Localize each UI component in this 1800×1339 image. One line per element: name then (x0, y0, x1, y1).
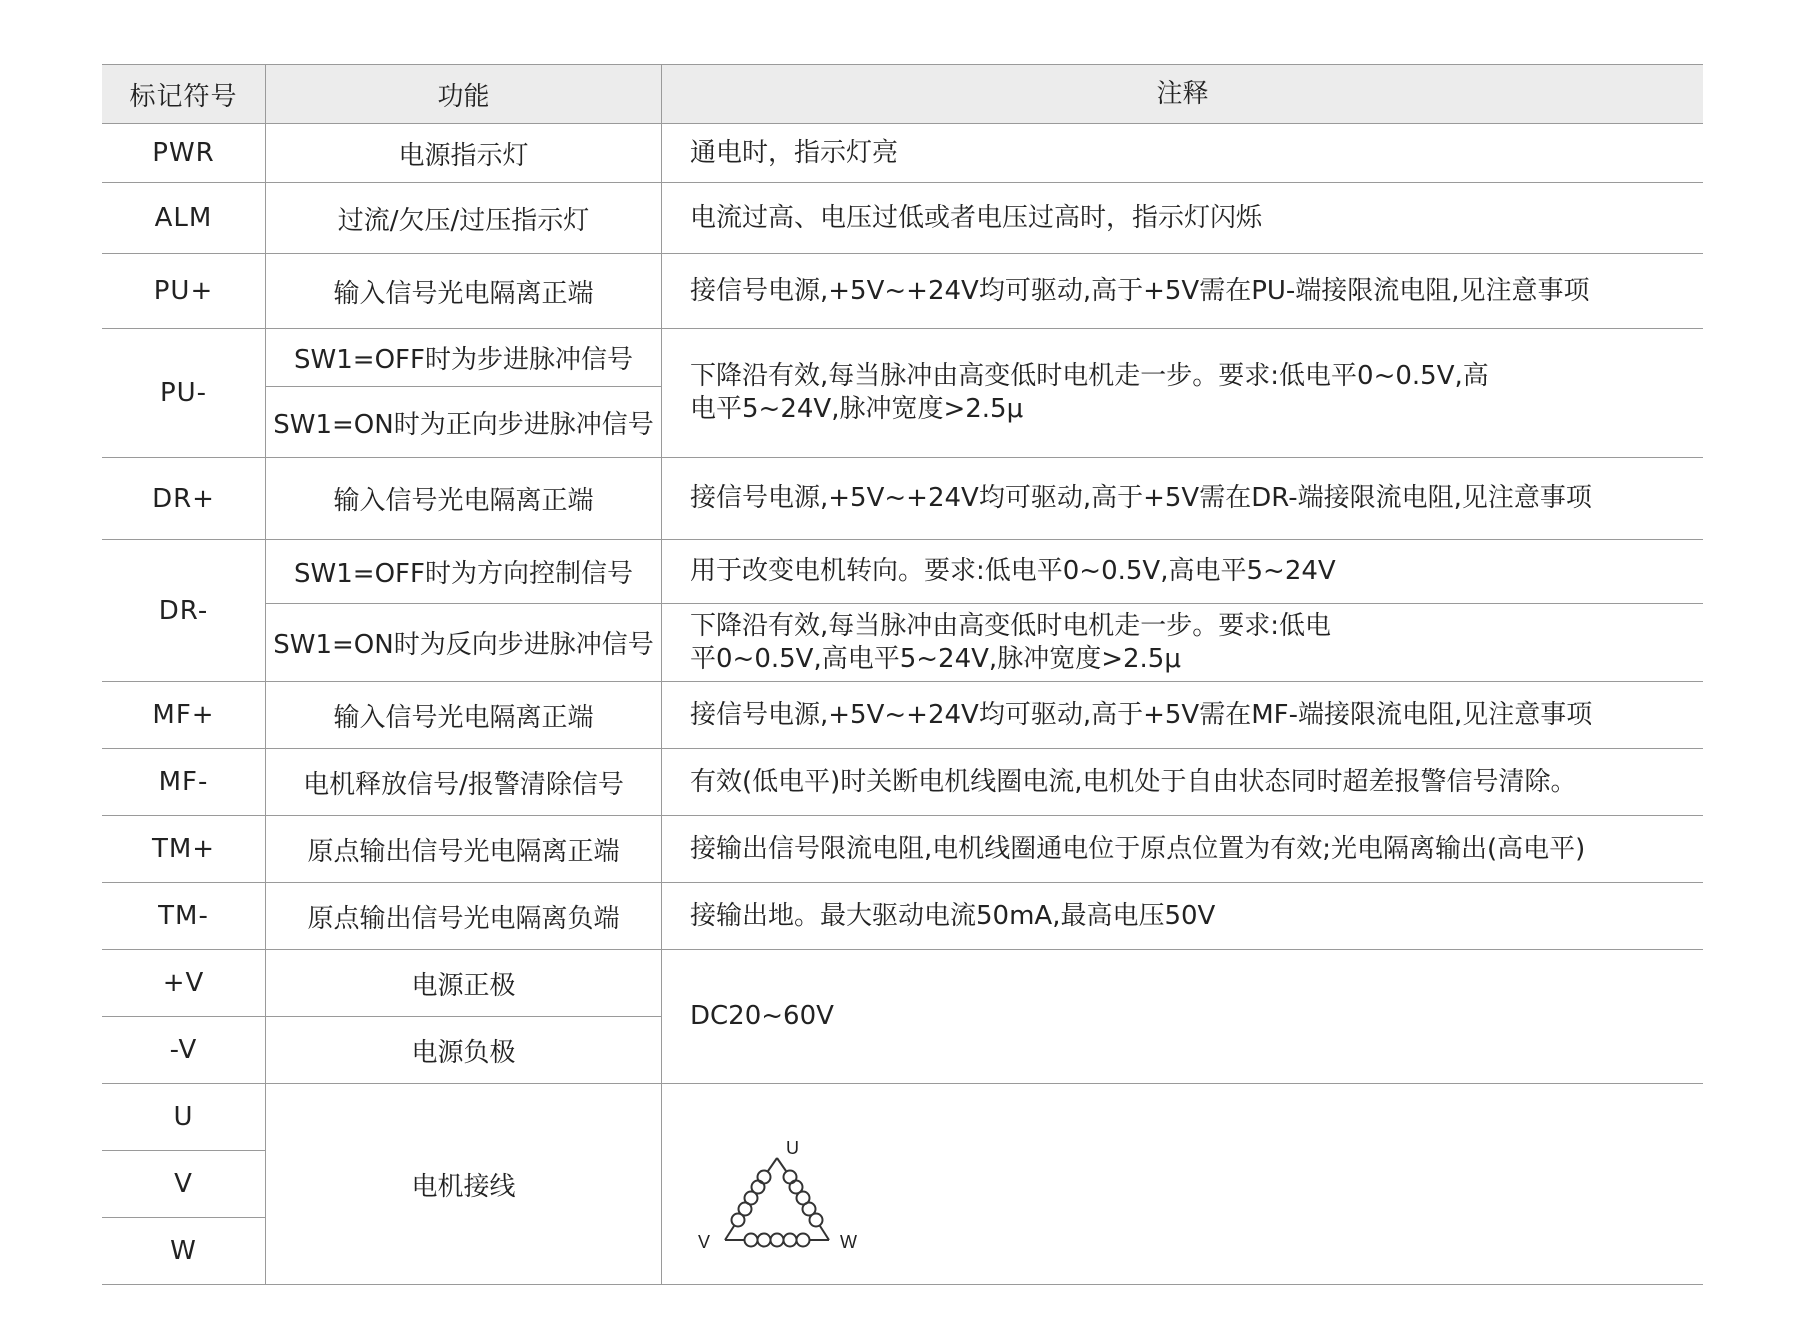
cell-symbol: U (102, 1084, 266, 1151)
header-symbol: 标记符号 (102, 65, 266, 124)
table-row (102, 682, 1703, 749)
cell-note: 电流过高、电压过低或者电压过高时，指示灯闪烁 (662, 183, 1704, 254)
table-row (102, 1084, 1703, 1151)
cell-note (662, 1084, 1704, 1285)
table-header-row (102, 65, 1703, 124)
cell-function: SW1=OFF时为步进脉冲信号 (266, 329, 662, 387)
header-notes: 注释 (662, 65, 1704, 124)
table-row (102, 604, 1703, 682)
note-line: 平0~0.5V,高电平5~24V,脉冲宽度>2.5μ (690, 643, 1181, 674)
cell-note (662, 604, 1704, 682)
cell-function: 输入信号光电隔离正端 (266, 682, 662, 749)
cell-symbol: V (102, 1151, 266, 1218)
cell-symbol: PU- (102, 329, 266, 458)
cell-symbol: TM- (102, 883, 266, 950)
cell-symbol: W (102, 1218, 266, 1285)
cell-function: SW1=OFF时为方向控制信号 (266, 540, 662, 604)
terminal-label-w: W (840, 1232, 857, 1252)
table-row (102, 183, 1703, 254)
cell-symbol: MF- (102, 749, 266, 816)
cell-note: 接输出地。最大驱动电流50mA,最高电压50V (662, 883, 1704, 950)
cell-function: 过流/欠压/过压指示灯 (266, 183, 662, 254)
cell-note: 接输出信号限流电阻,电机线圈通电位于原点位置为有效;光电隔离输出(高电平) (662, 816, 1704, 883)
table-row (102, 540, 1703, 604)
cell-function: SW1=ON时为正向步进脉冲信号 (266, 387, 662, 458)
cell-symbol: MF+ (102, 682, 266, 749)
table-row (102, 124, 1703, 183)
terminal-label-u: U (786, 1138, 799, 1158)
cell-function: 电源正极 (266, 950, 662, 1017)
cell-symbol: DR+ (102, 458, 266, 540)
table-row (102, 254, 1703, 329)
cell-symbol: -V (102, 1017, 266, 1084)
cell-function: 电机接线 (266, 1084, 662, 1285)
cell-note: DC20~60V (662, 950, 1704, 1084)
motor-winding-delta-diagram (690, 1120, 890, 1260)
cell-note: 通电时，指示灯亮 (662, 124, 1704, 183)
cell-symbol: ALM (102, 183, 266, 254)
cell-note: 接信号电源,+5V~+24V均可驱动,高于+5V需在MF-端接限流电阻,见注意事项 (662, 682, 1704, 749)
cell-function: 电机释放信号/报警清除信号 (266, 749, 662, 816)
table-row (102, 950, 1703, 1017)
note-line: 下降沿有效,每当脉冲由高变低时电机走一步。要求:低电平0~0.5V,高 (690, 361, 1489, 391)
cell-symbol: PU+ (102, 254, 266, 329)
cell-symbol: TM+ (102, 816, 266, 883)
cell-function: 电源指示灯 (266, 124, 662, 183)
note-line: 电平5~24V,脉冲宽度>2.5μ (690, 394, 1024, 424)
pin-definition-table (102, 64, 1703, 1285)
cell-function: SW1=ON时为反向步进脉冲信号 (266, 604, 662, 682)
note-line: 下降沿有效,每当脉冲由高变低时电机走一步。要求:低电 (690, 610, 1332, 641)
table-row (102, 329, 1703, 387)
cell-note: 用于改变电机转向。要求:低电平0~0.5V,高电平5~24V (662, 540, 1704, 604)
terminal-label-v: V (698, 1232, 711, 1252)
cell-function: 输入信号光电隔离正端 (266, 458, 662, 540)
cell-symbol: +V (102, 950, 266, 1017)
cell-function: 原点输出信号光电隔离正端 (266, 816, 662, 883)
table-row (102, 458, 1703, 540)
cell-function: 电源负极 (266, 1017, 662, 1084)
cell-note: 接信号电源,+5V~+24V均可驱动,高于+5V需在PU-端接限流电阻,见注意事项 (662, 254, 1704, 329)
table-row (102, 749, 1703, 816)
cell-note: 接信号电源,+5V~+24V均可驱动,高于+5V需在DR-端接限流电阻,见注意事项 (662, 458, 1704, 540)
cell-function: 输入信号光电隔离正端 (266, 254, 662, 329)
cell-symbol: DR- (102, 540, 266, 682)
header-function: 功能 (266, 65, 662, 124)
cell-function: 原点输出信号光电隔离负端 (266, 883, 662, 950)
cell-symbol: PWR (102, 124, 266, 183)
table-row (102, 883, 1703, 950)
cell-note (662, 329, 1704, 458)
cell-note: 有效(低电平)时关断电机线圈电流,电机处于自由状态同时超差报警信号清除。 (662, 749, 1704, 816)
table-row (102, 816, 1703, 883)
